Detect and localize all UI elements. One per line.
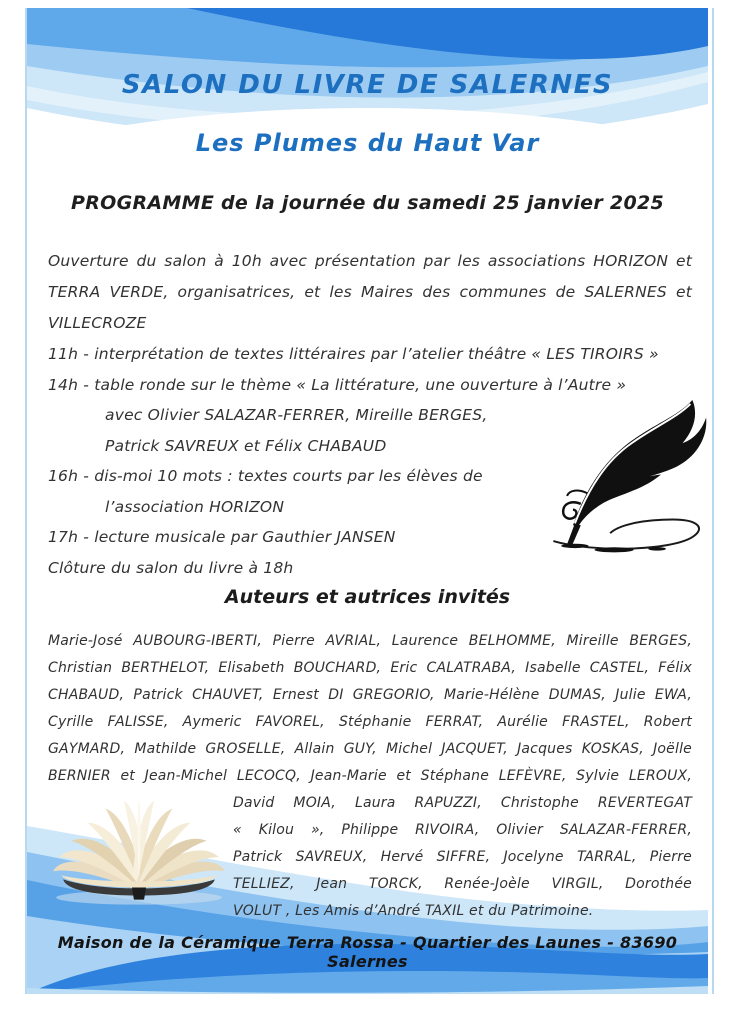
text-line: TERRA VERDE, organisatrices, et les Maires des communes de SALERNES et	[48, 283, 692, 301]
program-line: Clôture du salon du livre à 18h	[48, 558, 294, 577]
program-line: 16h - dis-moi 10 mots : textes courts par les élèves de	[48, 467, 483, 485]
program-line: l’association HORIZON	[105, 497, 285, 516]
text-line: Christian BERTHELOT, Elisabeth BOUCHARD, Eric CALATRABA, Isabelle CASTEL, Félix	[48, 660, 692, 676]
poster-frame	[25, 8, 714, 994]
text-line: Marie-José AUBOURG-IBERTI, Pierre AVRIAL, Laurence BELHOMME, Mireille BERGES,	[48, 633, 692, 649]
text-line: « Kilou », Philippe RIVOIRA, Olivier SALAZAR-FERRER,	[233, 822, 692, 838]
text-line: David MOIA, Laura RAPUZZI, Christophe REVERTEGAT	[233, 795, 692, 811]
program-line: avec Olivier SALAZAR-FERRER, Mireille BERGES,	[105, 406, 488, 424]
authors-paragraph-full-width	[48, 628, 692, 790]
program-opening-paragraph	[48, 246, 692, 339]
text-line: TELLIEZ, Jean TORCK, Renée-Joèle VIRGIL, Dorothée	[233, 876, 692, 892]
text-line: Cyrille FALISSE, Aymeric FAVOREL, Stéphanie FERRAT, Aurélie FRASTEL, Robert	[48, 714, 692, 730]
text-line: CHABAUD, Patrick CHAUVET, Ernest DI GREGORIO, Marie-Hélène DUMAS, Julie EWA,	[48, 687, 692, 703]
program-line: 11h - interprétation de textes littéraires par l’atelier théâtre « LES TIROIRS »	[48, 345, 659, 363]
authors-paragraph-beside-book	[233, 790, 692, 925]
text-line: GAYMARD, Mathilde GROSELLE, Allain GUY, Michel JACQUET, Jacques KOSKAS, Joëlle	[48, 741, 692, 757]
text-line: Patrick SAVREUX, Hervé SIFFRE, Jocelyne TARRAL, Pierre	[233, 849, 692, 865]
program-line: 14h - table ronde sur le thème « La littérature, une ouverture à l’Autre »	[48, 375, 627, 394]
program-schedule	[48, 339, 696, 583]
text-line: VOLUT , Les Amis d’André TAXIL et du Patrimoine.	[233, 903, 594, 919]
text-line: BERNIER et Jean-Michel LECOCQ, Jean-Marie et Stéphane LEFÈVRE, Sylvie LEROUX,	[48, 768, 692, 784]
text-line: Ouverture du salon à 10h avec présentation par les associations HORIZON et	[48, 252, 692, 270]
program-heading: PROGRAMME de la journée du samedi 25 janvier 2025	[70, 192, 665, 214]
open-book-icon	[43, 778, 235, 910]
venue-address: Maison de la Céramique Terra Rossa - Quartier des Launes - 83690 Salernes	[57, 933, 678, 971]
program-line: 17h - lecture musicale par Gauthier JANSEN	[48, 528, 396, 546]
page-title: SALON DU LIVRE DE SALERNES	[121, 70, 614, 100]
page-subtitle: Les Plumes du Haut Var	[195, 129, 540, 157]
authors-heading: Auteurs et autrices invités	[224, 586, 511, 608]
text-line: VILLECROZE	[48, 314, 147, 332]
program-line: Patrick SAVREUX et Félix CHABAUD	[105, 436, 387, 455]
